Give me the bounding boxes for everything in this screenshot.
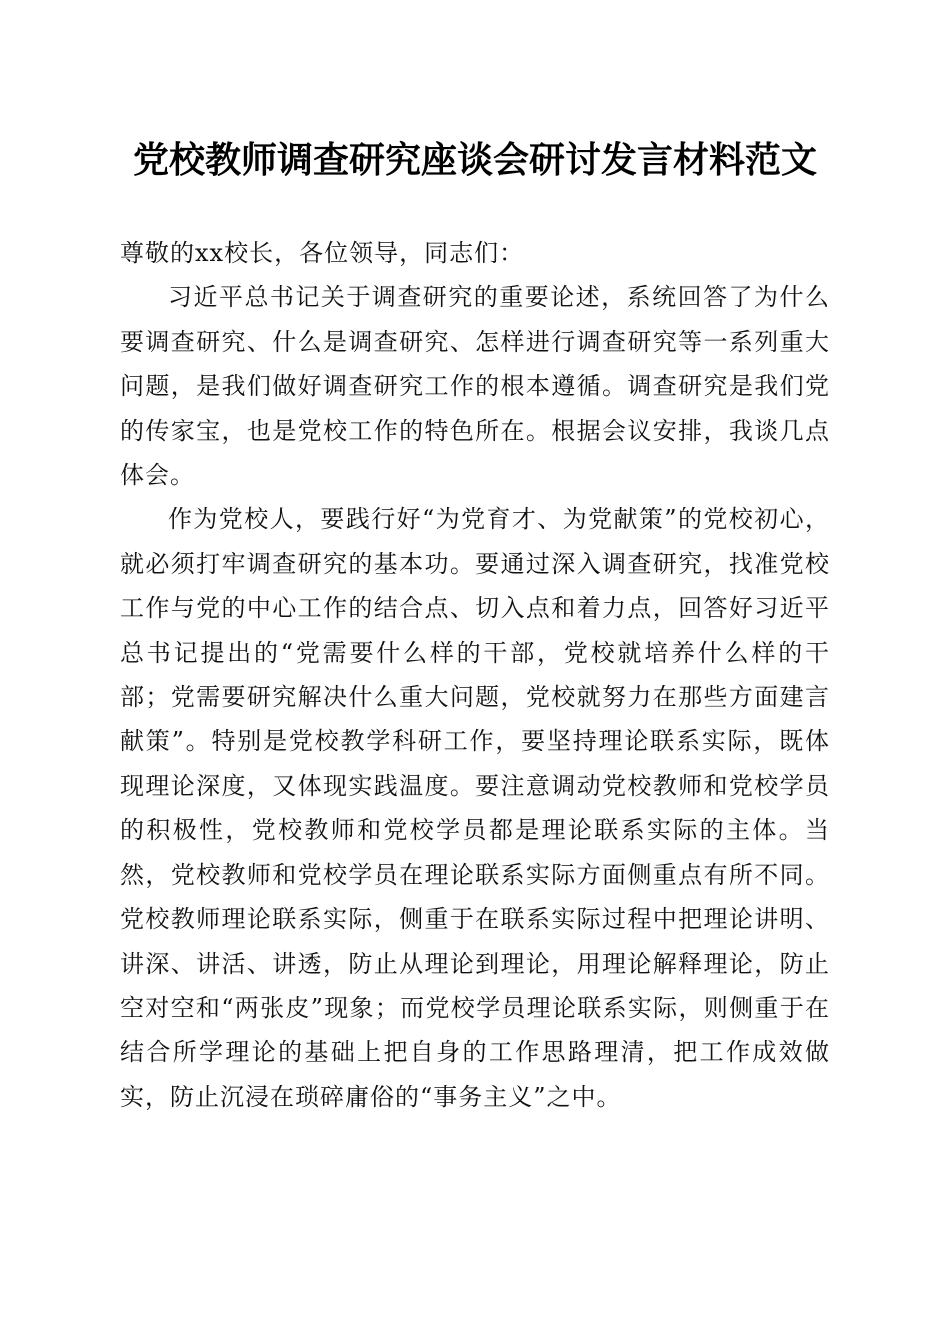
salutation: 尊敬的xx校长，各位领导，同志们：: [120, 239, 525, 267]
document-body: [120, 231, 830, 1119]
document-title: 党校教师调查研究座谈会研讨发言材料范文: [132, 139, 817, 181]
paragraph-2: 作为党校人，要践行好“为党育才、为党献策”的党校初心，就必须打牢调查研究的基本功。要通过深入调查研究，找准党校工作与党的中心工作的结合点、切入点和着力点，回答好习近平总书记提出的“党需要什么样的干部，党校就培养什么样的干部；党需要研究解决什么重大问题，党校就努力在那些方面建言献策”。特别是党校教学科研工作，要坚持理论联系实际，既体现理论深度，又体现实践温度。要注意调动党校教师和党校学员的积极性，党校教师和党校学员都是理论联系实际的主体。当然，党校教师和党校学员在理论联系实际方面侧重点有所不同。党校教师理论联系实际，侧重于在联系实际过程中把理论讲明、讲深、讲活、讲透，防止从理论到理论，用理论解释理论，防止空对空和“两张皮”现象；而党校学员理论联系实际，则侧重于在结合所学理论的基础上把自身的工作思路理清，把工作成效做实，防止沉浸在琐碎庸俗的“事务主义”之中。: [120, 505, 830, 1111]
paragraph-1: 习近平总书记关于调查研究的重要论述，系统回答了为什么要调查研究、什么是调查研究、怎样进行调查研究等一系列重大问题，是我们做好调查研究工作的根本遵循。调查研究是我们党的传家宝，也是党校工作的特色所在。根据会议安排，我谈几点体会。: [120, 283, 830, 490]
